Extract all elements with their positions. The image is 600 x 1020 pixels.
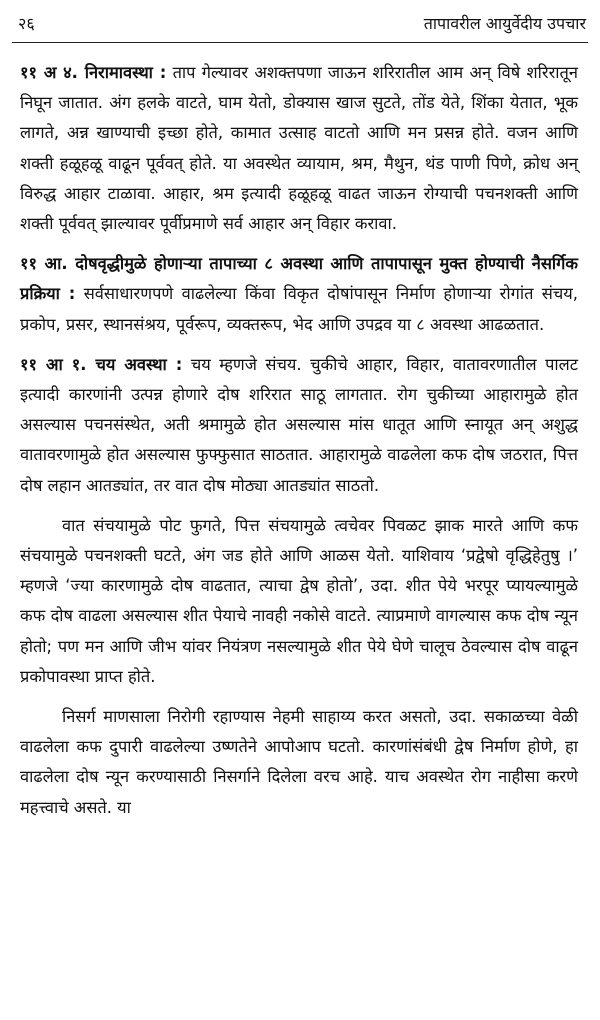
section-heading: ११ आ १. चय अवस्था : — [20, 354, 183, 374]
paragraph-dosh-avastha — [20, 249, 578, 340]
paragraph-text: सर्वसाधारणपणे वाढलेल्या किंवा विकृत दोषांपासून निर्माण होणाऱ्या रोगांत संचय, प्रकोप, प्रसर, स्थानसंश्रय, पूर्वरूप, व्यक्तरूप, भेद आणि उपद्रव या ८ अवस्था आढळतात. — [20, 284, 578, 334]
section-heading: ११ अ ४. निरामावस्था : — [20, 63, 167, 82]
body-text — [20, 58, 578, 833]
page-header — [18, 8, 586, 38]
paragraph-chay-avastha — [20, 350, 578, 501]
paragraph-text: निसर्ग माणसाला निरोगी रहाण्यास नेहमी साहाय्य करत असतो, उदा. सकाळच्या वेळी वाढलेला कफ दुपारी वाढलेल्या उष्णतेने आपोआप घटतो. कारणांसंबंधी द्वेष निर्माण होणे, हा वाढलेला दोष न्यून करण्यासाठी निसर्गाने दिलेला वरच आहे. याच अवस्थेत रोग नाहीसा करणे महत्त्वाचे असते. या — [20, 707, 578, 817]
paragraph-text: वात संचयामुळे पोट फुगते, पित्त संचयामुळे त्वचेवर पिवळट झाक मारते आणि कफ संचयामुळे पचनशक्ती घटते, अंग जड होते आणि आळस येतो. याशिवाय ‘प्रद्वेषो वृद्धिहेतुषु ।’ म्हणजे ‘ज्या कारणामुळे दोष वाढतात, त्याचा द्वेष होतो’, उदा. शीत पेये भरपूर प्यायल्यामुळे कफ दोष वाढला असल्यास शीत पेयाचे नावही नकोसे वाटते. त्याप्रमाणे वागल्यास कफ दोष न्यून होतो; पण मन आणि जीभ यांवर नियंत्रण नसल्यामुळे शीत पेये घेणे चालूच ठेवल्यास दोष वाढून प्रकोपावस्था प्राप्त होते. — [20, 515, 578, 686]
paragraph-text: ताप गेल्यावर अशक्तपणा जाऊन शरिरातील आम अन् विषे शरिरातून निघून जातात. अंग हलके वाटते, घाम येतो, डोक्यास खाज सुटते, तोंड येते, शिंका येतात, भूक लागते, अन्न खाण्याची इच्छा होते, कामात उत्साह वाटतो आणि मन प्रसन्न होते. वजन आणि शक्ती हळूहळू वाढून पूर्ववत् होते. या अवस्थेत व्यायाम, श्रम, मैथुन, थंड पाणी पिणे, क्रोध अन् विरुद्ध आहार टाळावा. आहार, श्रम इत्यादी हळूहळू वाढत जाऊन रोग्याची पचनशक्ती आणि शक्ती पूर्ववत् झाल्यावर पूर्वीप्रमाणे सर्व आहार अन् विहार करावा. — [20, 63, 578, 234]
paragraph-text: चय म्हणजे संचय. चुकीचे आहार, विहार, वातावरणातील पालट इत्यादी कारणांनी उत्पन्न होणारे दोष शरिरात साठू लागतात. रोग चुकीच्या आहारामुळे होत असल्यास पचनसंस्थेत, अती श्रमामुळे होत असल्यास मांस धातूत आणि स्नायूत अन् अशुद्ध वातावरणामुळे होत असल्यास फुफ्फुसात साठतात. आहारामुळे वाढलेला कफ दोष जठरात, पित्त दोष लहान आतड्यांत, तर वात दोष मोठ्या आतड्यांत साठतो. — [20, 354, 579, 495]
paragraph-nisarg — [20, 702, 578, 823]
section-heading: ११ आ. दोषवृद्धीमुळे होणाऱ्या तापाच्या ८ अवस्था आणि तापापासून मुक्त होण्याची नैसर्गिक प्रक्रिया : — [20, 254, 578, 304]
running-title: तापावरील आयुर्वेदीय उपचार — [423, 14, 586, 33]
header-divider — [12, 42, 588, 43]
page-number: २६ — [18, 14, 35, 33]
paragraph-niramavastha — [20, 58, 578, 239]
paragraph-sanchay-effects — [20, 511, 578, 692]
